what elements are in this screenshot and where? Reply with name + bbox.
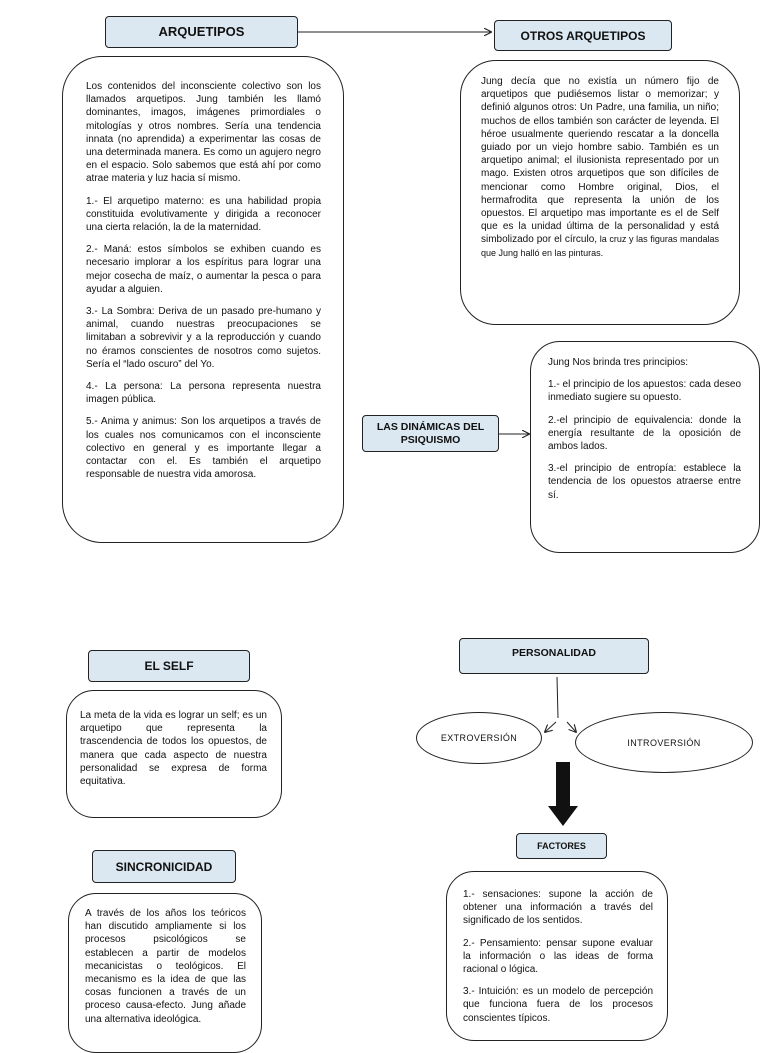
sincronicidad-text: A través de los años los teóricos han discutido ampliamente si los procesos psicológicos se establecen a partir de modelos mecanicistas o teológicos. El mecanismo es la idea de que las cosas funcionen a través de un proceso causa-efecto. Jung añade una alternativa ideológica. bbox=[85, 908, 246, 1025]
line-personalidad-down bbox=[557, 677, 558, 718]
dinamicas-content bbox=[530, 341, 760, 553]
otros-arquetipos-title: OTROS ARQUETIPOS bbox=[494, 20, 672, 51]
self-title: EL SELF bbox=[88, 650, 250, 682]
arquetipos-item-4: 4.- La persona: La persona representa nuestra imagen pública. bbox=[86, 381, 321, 406]
dinamicas-intro: Jung Nos brinda tres principios: bbox=[548, 357, 689, 368]
otros-text-tail: la cruz y las figuras mandalas que Jung halló en las pinturas. bbox=[481, 234, 719, 258]
dinamicas-title: LAS DINÁMICAS DEL PSIQUISMO bbox=[362, 415, 499, 452]
extroversion-ellipse: EXTROVERSIÓN bbox=[416, 712, 542, 764]
factores-title: FACTORES bbox=[516, 833, 607, 859]
personalidad-title: PERSONALIDAD bbox=[459, 638, 649, 674]
self-content bbox=[66, 690, 282, 818]
arquetipos-intro: Los contenidos del inconsciente colectivo son los llamados arquetipos. Jung también les llamó dominantes, imagos, imágenes primordiales o mitologías y otros nombres. Sería una tendencia innata (no aprendida) a experimentar las cosas de una determinada manera. Es como un agujero negro en el espacio. Solo sabemos que está ahí por como atrae materia y luz hacia sí mismo. bbox=[86, 81, 321, 185]
dinamicas-item-3: 3.-el principio de entropía: establece la tendencia de los opuestos atraerse entre sí. bbox=[548, 463, 741, 501]
arquetipos-item-1: 1.- El arquetipo materno: es una habilidad propia constituida evolutivamente y dirigida a reconocer una cierta relación, la de la maternidad. bbox=[86, 195, 321, 234]
arquetipos-item-5: 5.- Anima y animus: Son los arquetipos a través de los cuales nos comunicamos con el inconsciente colectivo en general y es importante llegar a contactar con el. Es también el arquetipo responsable de nuestra vida amorosa. bbox=[86, 416, 321, 481]
factor-3: 3.- Intuición: es un modelo de percepción que funciona fuera de los procesos conscientes típicos. bbox=[463, 986, 653, 1024]
arquetipos-item-3: 3.- La Sombra: Deriva de un pasado pre-humano y animal, cuando nuestras preocupaciones se limitaban a sobrevivir y a la reproducción y cuando no éramos conscientes de nosotros como sujetos. Sería el “lado oscuro” del Yo. bbox=[86, 306, 321, 370]
introversion-ellipse: INTROVERSIÓN bbox=[575, 712, 753, 773]
arrow-to-extroversion bbox=[545, 722, 556, 732]
otros-arquetipos-content bbox=[460, 60, 740, 325]
sincronicidad-content bbox=[68, 893, 262, 1053]
arquetipos-item-2: 2.- Maná: estos símbolos se exhiben cuando es necesario implorar a los espíritus para lograr una mejor cosecha de maíz, o aumentar la pesca o para ayudar a alguien. bbox=[86, 244, 321, 295]
arquetipos-content bbox=[62, 56, 344, 543]
self-text: La meta de la vida es lograr un self; es un arquetipo que representa la trascendencia de todos los opuestos, de manera que cada aspecto de nuestra personalidad se expresa de forma equitativa. bbox=[80, 710, 267, 788]
dinamicas-item-1: 1.- el principio de los apuestos: cada deseo inmediato sugiere su opuesto. bbox=[548, 379, 741, 404]
sincronicidad-title: SINCRONICIDAD bbox=[92, 850, 236, 883]
factor-2: 2.- Pensamiento: pensar supone evaluar la información o las ideas de forma racional o lógica. bbox=[463, 937, 653, 976]
factor-1: 1.- sensaciones: supone la acción de obtener una información a través del significado de los sentidos. bbox=[463, 889, 653, 927]
dinamicas-item-2: 2.-el principio de equivalencia: donde la energía resultante de la oposición de ambos lados. bbox=[548, 414, 741, 453]
factores-content bbox=[446, 871, 668, 1041]
thick-arrow-down bbox=[548, 762, 578, 826]
arquetipos-title: ARQUETIPOS bbox=[105, 16, 298, 48]
arrow-to-introversion bbox=[567, 722, 576, 732]
otros-text: Jung decía que no existía un número fijo de arquetipos que pudiésemos listar o memorizar; y definió algunos otros: Un Padre, una familia, un niño; muchos de ellos también son carácter de leyenda. El héroe usualmente queriendo rescatar a la doncella guiado por un viejo hombre sabio. También es un arquetipo animal; el ilusionista representado por un mago. Existen otros arquetipos que son difíciles de mencionar como Hombre original, Dios, el hermafrodita que representa la unión de los opuestos. El arquetipo mas importante es el de Self que es la unidad última de la personalidad y está simbolizado por el círculo, bbox=[481, 76, 719, 246]
